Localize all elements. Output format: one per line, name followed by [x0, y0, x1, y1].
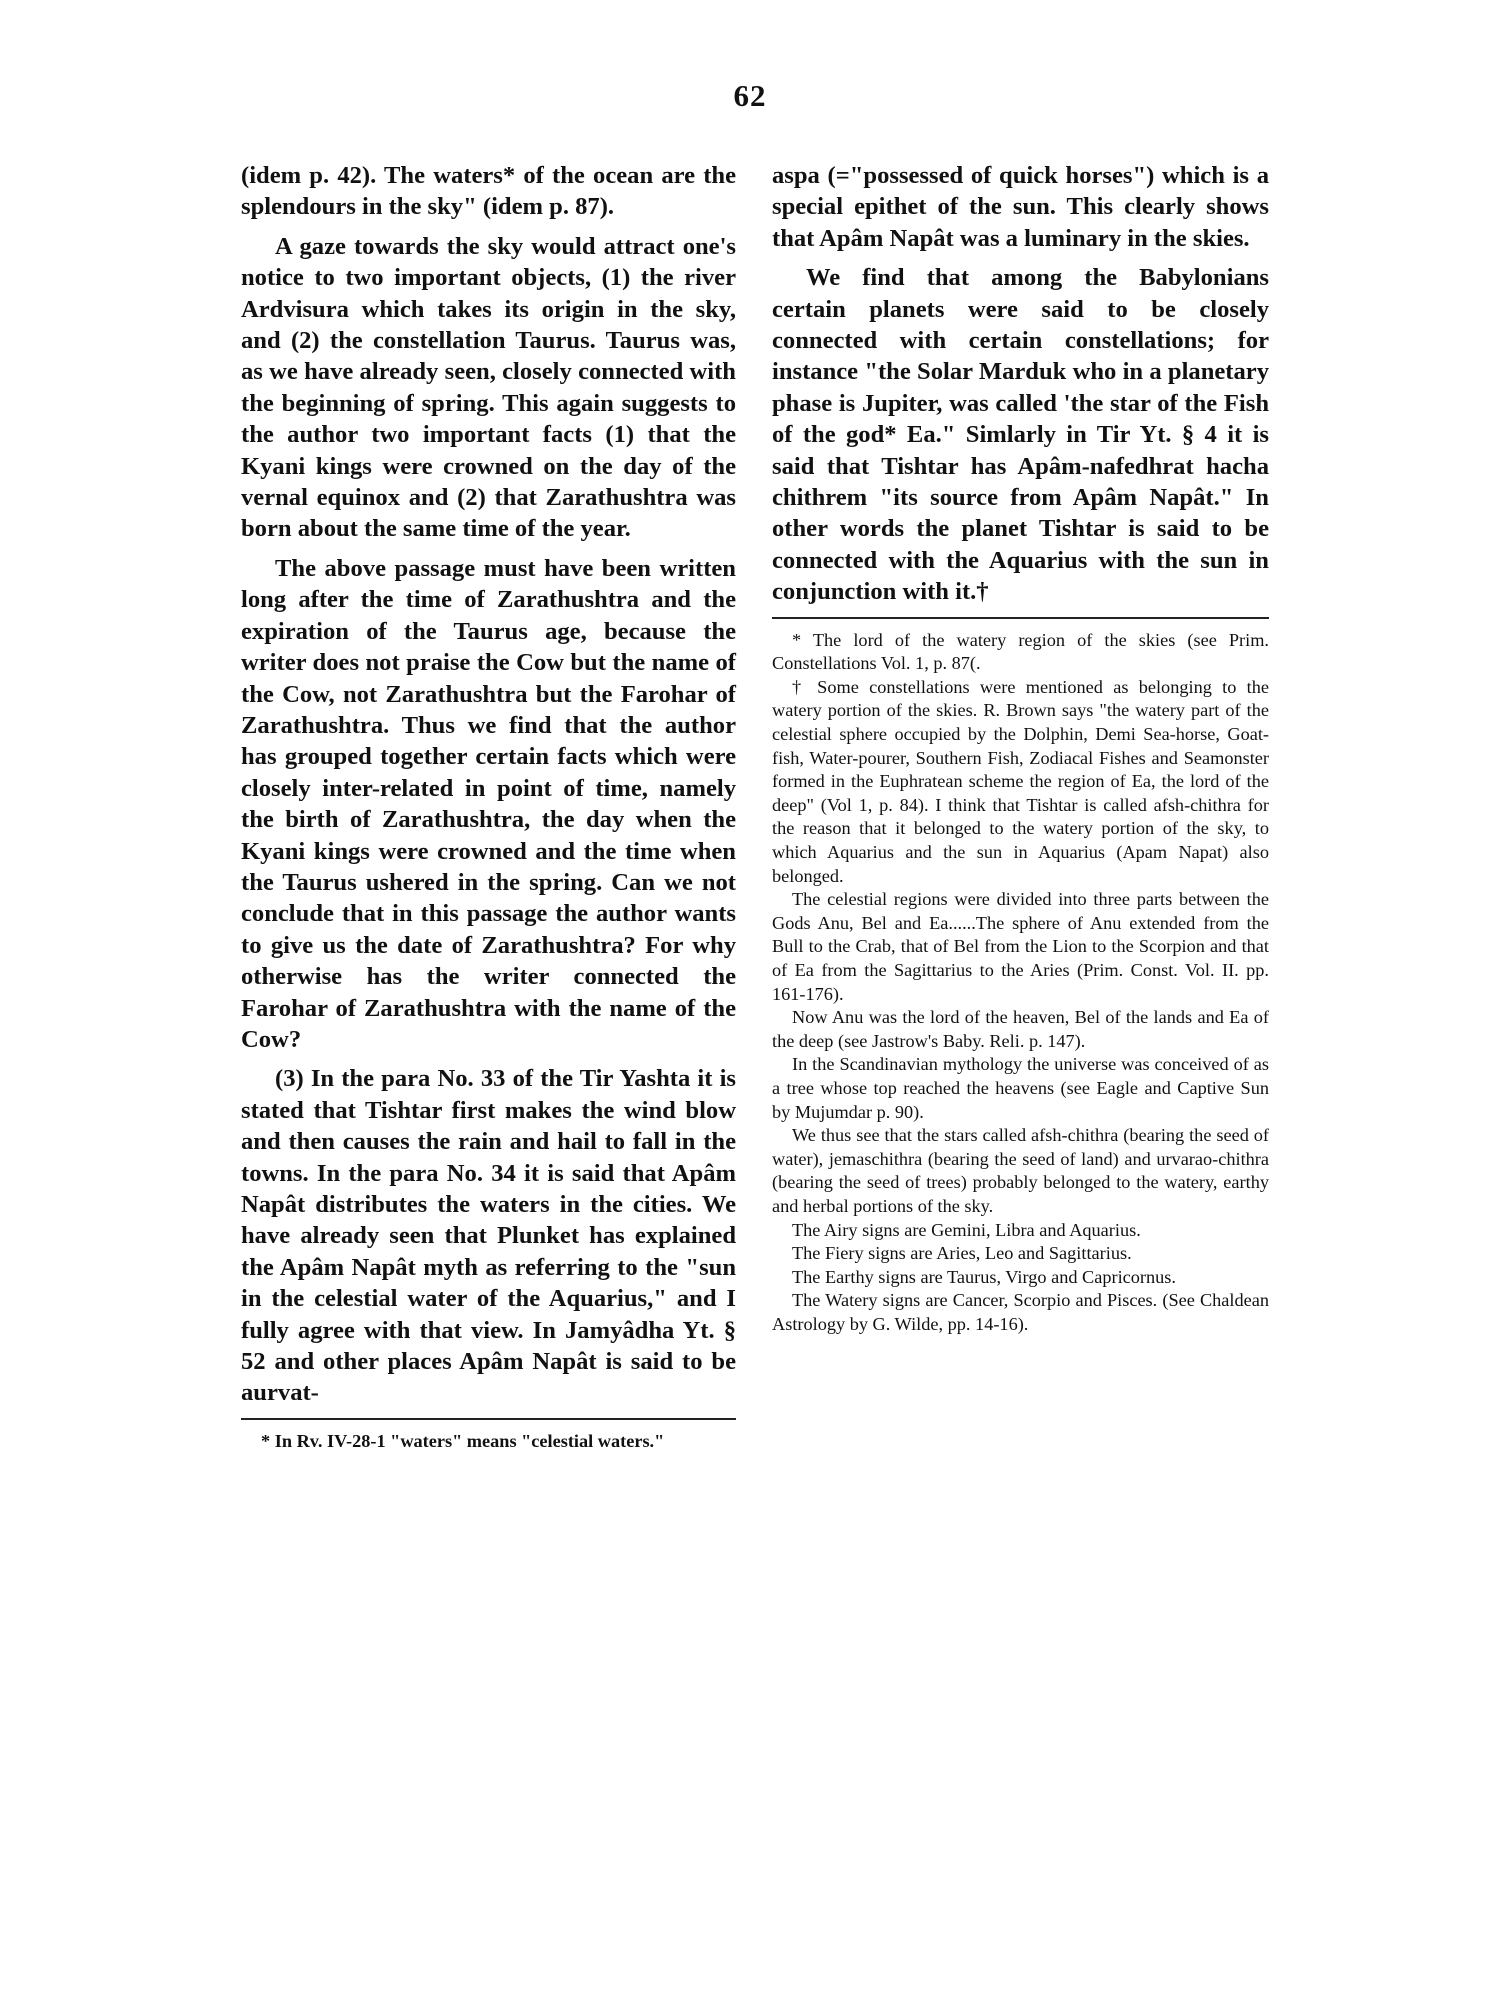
right-footnote-4: Now Anu was the lord of the heaven, Bel of the lands and Ea of the deep (see Jastrow's Baby. Reli. p. 147).: [772, 1007, 1269, 1051]
right-footnote-6: We thus see that the stars called afsh-chithra (bearing the seed of water), jemaschithra (bearing the seed of land) and urvarao-chithra (bearing the seed of trees) probably belonged to the watery, earthy and herbal portions of the sky.: [772, 1125, 1269, 1216]
right-footnote-9: The Earthy signs are Taurus, Virgo and Capricornus.: [792, 1266, 1176, 1287]
left-paragraph-3: The above passage must have been written long after the time of Zarathushtra and the expiration of the Taurus age, because the writer does not praise the Cow but the name of the Cow, not Zarathushtra but the Farohar of Zarathushtra. Thus we find that the author has grouped together certain facts which were closely inter-related in point of time, namely the birth of Zarathushtra, the day when the Kyani kings were crowned and the time when the Taurus ushered in the spring. Can we not conclude that in this passage the author wants to give us the date of Zarathushtra? For why otherwise has the writer connected the Farohar of Zarathushtra with the name of the Cow?: [241, 554, 736, 1053]
left-paragraph-1: (idem p. 42). The waters* of the ocean are the splendours in the sky" (idem p. 87).: [241, 162, 736, 221]
right-footnote-1: * The lord of the watery region of the skies (see Prim. Constellations Vol. 1, p. 87(.: [772, 629, 1269, 674]
right-main-text: [772, 160, 1269, 608]
left-main-text: [241, 160, 736, 1409]
right-footnote-5: In the Scandinavian mythology the universe was conceived of as a tree whose top reached the heavens (see Eagle and Captive Sun by Mujumdar p. 90).: [772, 1054, 1269, 1122]
page-number: 62: [733, 78, 767, 113]
left-footnote-rule: [241, 1418, 736, 1420]
right-footnote-2: † Some constellations were mentioned as belonging to the watery portion of the skies. R. Brown says "the watery part of the celestial sphere occupied by the Dolphin, Demi Sea-horse, Goat-fish, Water-pourer, Southern Fish, Zodiacal Fishes and Seamonster formed in the Euphratean scheme the region of Ea, the lord of the deep" (Vol 1, p. 84). I think that Tishtar is called afsh-chithra for the reason that it belonged to the watery portion of the sky, to which Aquarius and the sun in Aquarius (Apam Napat) also belonged.: [772, 676, 1269, 886]
right-paragraph-1: aspa (="possessed of quick horses") which is a special epithet of the sun. This clearly shows that Apâm Napât was a luminary in the skies.: [772, 162, 1269, 252]
right-footnote-10: The Watery signs are Cancer, Scorpio and Pisces. (See Chaldean Astrology by G. Wilde, pp. 14-16).: [772, 1290, 1269, 1334]
left-paragraph-4: (3) In the para No. 33 of the Tir Yashta it is stated that Tishtar first makes the wind blow and then causes the rain and hail to fall in the towns. In the para No. 34 it is said that Apâm Napât distributes the waters in the cities. We have already seen that Plunket has explained the Apâm Napât myth as referring to the "sun in the celestial water of the Aquarius," and I fully agree with that view. In Jamyâdha Yt. § 52 and other places Apâm Napât is said to be aurvat-: [241, 1065, 736, 1407]
left-footnotes: [241, 1430, 736, 1454]
left-paragraph-2: A gaze towards the sky would attract one's notice to two important objects, (1) the river Ardvisura which takes its origin in the sky, and (2) the constellation Taurus. Taurus was, as we have already seen, closely connected with the beginning of spring. This again suggests to the author two important facts (1) that the Kyani kings were crowned on the day of the vernal equinox and (2) that Zarathushtra was born about the same time of the year.: [241, 232, 736, 543]
right-footnote-8: The Fiery signs are Aries, Leo and Sagittarius.: [792, 1243, 1132, 1264]
left-footnote: * In Rv. IV-28-1 "waters" means "celestial waters.": [261, 1430, 665, 1451]
right-column: [772, 160, 1269, 1337]
left-column: [241, 160, 736, 1453]
right-footnote-rule: [772, 617, 1269, 619]
right-footnote-3: The celestial regions were divided into three parts between the Gods Anu, Bel and Ea......The sphere of Anu extended from the Bull to the Crab, that of Bel from the Lion to the Scorpion and that of Ea from the Sagittarius to the Aries (Prim. Const. Vol. II. pp. 161-176).: [772, 889, 1269, 1004]
right-paragraph-2: We find that among the Babylonians certain planets were said to be closely connected with certain constellations; for instance "the Solar Marduk who in a planetary phase is Jupiter, was called 'the star of the Fish of the god* Ea." Simlarly in Tir Yt. § 4 it is said that Tishtar has Apâm-nafedhrat hacha chithrem "its source from Apâm Napât." In other words the planet Tishtar is said to be connected with the Aquarius with the sun in conjunction with it.†: [772, 264, 1269, 606]
right-footnote-7: The Airy signs are Gemini, Libra and Aquarius.: [792, 1219, 1141, 1240]
right-footnotes: [772, 629, 1269, 1337]
